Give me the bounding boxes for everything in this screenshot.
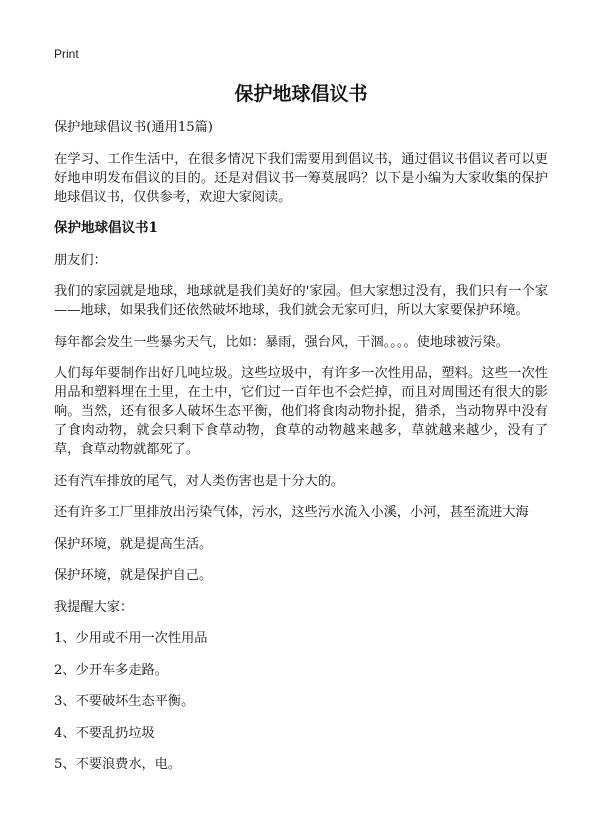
document-title: 保护地球倡议书 — [234, 83, 368, 105]
list-item: 1、少用或不用一次性用品 — [54, 631, 208, 646]
print-label: Print — [54, 47, 79, 61]
section-heading: 保护地球倡议书1 — [54, 220, 158, 236]
body-paragraph: 每年都会发生一些暴劣天气，比如：暴雨，强台风，干涸。。。。使地球被污染。 — [54, 334, 509, 350]
body-paragraph: 还有许多工厂里排放出污染气体，污水，这些污水流入小溪，小河，甚至流进大海 — [54, 505, 529, 520]
body-paragraph: 我们的家园就是地球，地球就是我们美好的'家园。但大家想过没有，我们只有一个家——地球，如果我们还依然破坏地球，我们就会无家可归，所以大家要保护环境。 — [54, 284, 548, 318]
body-paragraph: 保护环境，就是提高生活。 — [54, 536, 213, 552]
document-subtitle: 保护地球倡议书(通用15篇) — [54, 120, 213, 135]
body-paragraph: 我提醒大家： — [54, 599, 134, 615]
salutation: 朋友们： — [54, 252, 107, 268]
list-item: 3、不要破坏生态平衡。 — [54, 694, 195, 709]
intro-paragraph: 在学习、工作生活中，在很多情况下我们需要用到倡议书，通过倡议书倡议者可以更好地申明发布倡议的目的。还是对倡议书一筹莫展吗？以下是小编为大家收集的保护地球倡议书，仅供参考，欢迎大家阅读。 — [54, 151, 548, 205]
body-paragraph: 还有汽车排放的尾气，对人类伤害也是十分大的。 — [54, 473, 345, 489]
list-item: 2、少开车多走路。 — [54, 662, 168, 678]
body-paragraph: 保护环境，就是保护自己。 — [54, 568, 213, 583]
body-paragraph: 人们每年要制作出好几吨垃圾。这些垃圾中，有许多一次性用品，塑料。这些一次性用品和塑料埋在土里，在土中，它们过一百年也不会烂掉，而且对周围还有很大的影响。当然，还有很多人破坏生态平衡，他们将食肉动物扑捉，猎杀，当动物界中没有了食肉动物，就会只剩下食草动物，食草的动物越来越多，草就越来越少，没有了草，食草动物就都死了。 — [54, 366, 548, 457]
list-item: 5、不要浪费水，电。 — [54, 757, 182, 772]
list-item: 4、不要乱扔垃圾 — [54, 725, 155, 741]
